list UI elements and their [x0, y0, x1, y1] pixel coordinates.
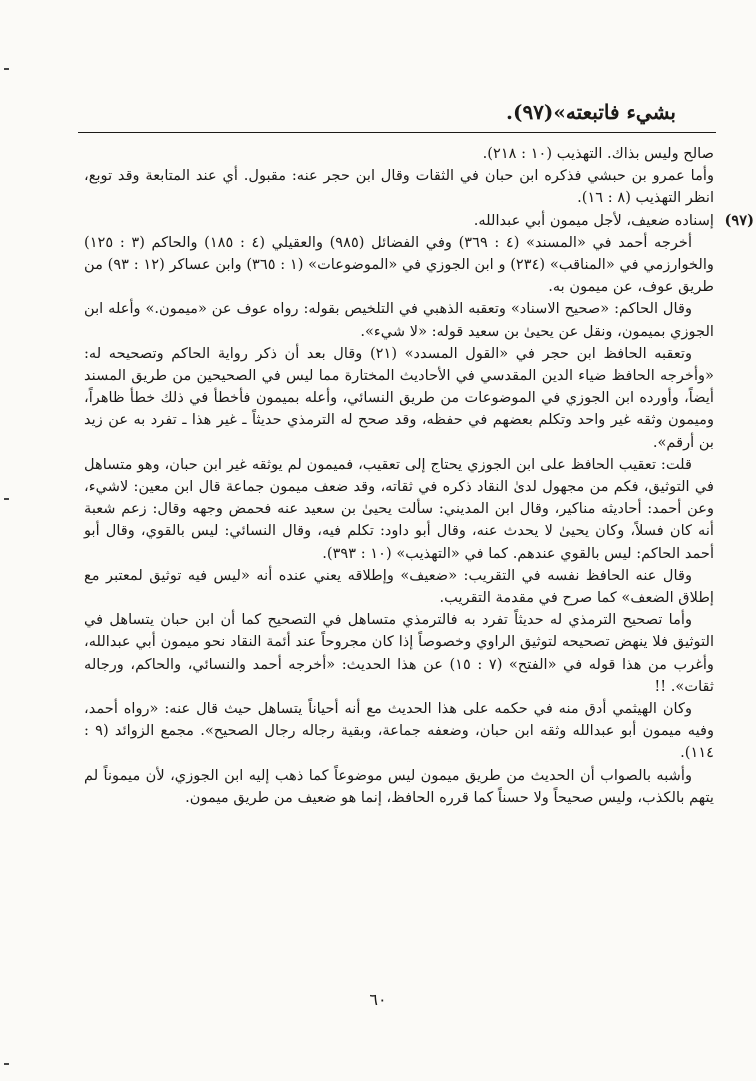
margin-mark-bottom	[4, 1063, 9, 1065]
body-paragraph: وأما عمرو بن حبشي فذكره ابن حبان في الثقات وقال ابن حجر عنه: مقبول. أي عند المتابعة وقد توبع، انظر التهذيب (٨ : ١٦).	[84, 167, 714, 207]
footnote-paragraph: وقال عنه الحافظ نفسه في التقريب: «ضعيف» وإطلاقه يعني عنده أنه «ليس فيه توثيق لمعتبر مع إطلاق الضعف» كما صرح في مقدمة التقريب.	[84, 566, 714, 607]
footnote-paragraph: قلت: تعقيب الحافظ على ابن الجوزي يحتاج إلى تعقيب، فميمون لم يوثقه غير ابن حبان، وهو متساهل في التوثيق، فكم من مجهول لدىٰ النقاد ذكره في ثقاته، وقد ضعف ميمون جماعة قال ابن معين: لاشيء، وعن أحمد: أحاديثه مناكير، وقال ابن المديني: سألت يحيىٰ بن سعيد عنه فحمض وجهه وقال: زعم شعبة أنه كان فسلاً، وكان يحيىٰ لا يحدث عنه، وقال أبو داود: تكلم فيه، وقال النسائي: ليس بالقوي، وقال أبو أحمد الحاكم: ليس بالقوي عندهم. كما في «التهذيب» (١٠ : ٣٩٣).	[84, 455, 714, 562]
page-body	[84, 143, 754, 809]
footnote-paragraph: وأما تصحيح الترمذي له حديثاً تفرد به فالترمذي متساهل في التصحيح كما أن ابن حبان يتساهل في التوثيق فلا ينهض تصحيحه لتوثيق الراوي وخصوصاً إذا كان مجروحاً عند أئمة النقاد نحو ميمون أبي عبدالله، وأغرب من هذا قوله في «الفتح» (٧ : ١٥) عن هذا الحديث: «أخرجه أحمد والنسائي، والحاكم، ورجاله ثقات». !!	[84, 611, 714, 695]
footnote-paragraph: أخرجه أحمد في «المسند» (٤ : ٣٦٩) وفي الفضائل (٩٨٥) والعقيلي (٤ : ١٨٥) والحاكم (٣ : ١٢٥) والخوارزمي في «المناقب» (٢٣٤) و ابن الجوزي في «الموضوعات» (١ : ٣٦٥) وابن عساكر (١٢ : ٩٣) من طريق عوف، عن ميمون به.	[84, 233, 714, 296]
margin-mark-mid	[4, 498, 9, 500]
page-number: ٦٠	[369, 990, 387, 1009]
running-header: بشيء فاتبعته»(٩٧).	[506, 100, 676, 124]
footnote-lead: إسناده ضعيف، لأجل ميمون أبي عبدالله.	[473, 211, 714, 229]
footnote-paragraph: وتعقبه الحافظ ابن حجر في «القول المسدد» (٢١) وقال بعد أن ذكر رواية الحاكم وتصحيحه له: «وأخرجه الحافظ ضياء الدين المقدسي في الأحاديث المختارة مما ليس في الصحيحين من طريق المسند أيضاً، وأورده ابن الجوزي في الموضوعات من طريق النسائي، وأعله بميمون فأخطأ في ذلك خطأ ظاهراً، وميمون وثقه غير واحد وتكلم بعضهم في حفظه، وقد صحح له الترمذي حديثاً ـ غير هذا ـ تفرد به عن زيد بن أرقم».	[84, 344, 714, 451]
footnote-paragraph: وكان الهيثمي أدق منه في حكمه على هذا الحديث مع أنه أحياناً يتساهل حيث قال عنه: «رواه أحمد، وفيه ميمون أبو عبدالله وثقه ابن حبان، وضعفه جماعة، وبقية رجاله رجال الصحيح». مجمع الزوائد (٩ : ١١٤).	[84, 700, 714, 762]
footnote-number: (٩٧)	[724, 211, 754, 229]
header-rule	[78, 132, 716, 133]
footnote-paragraph: وقال الحاكم: «صحيح الاسناد» وتعقبه الذهبي في التلخيص بقوله: رواه عوف عن «ميمون.» وأعله ابن الجوزي بميمون، ونقل عن يحيىٰ بن سعيد قوله: «لا شيء».	[84, 300, 714, 340]
margin-mark-top	[4, 68, 9, 70]
footnote-97	[84, 210, 754, 809]
footnote-paragraph: وأشبه بالصواب أن الحديث من طريق ميمون ليس موضوعاً كما ذهب إليه ابن الجوزي، لأن ميموناً لم يتهم بالكذب، وليس صحيحاً ولا حسناً كما قرره الحافظ، إنما هو ضعيف من طريق ميمون.	[84, 766, 714, 806]
body-paragraph: صالح وليس بذاك. التهذيب (١٠ : ٢١٨).	[482, 145, 714, 162]
